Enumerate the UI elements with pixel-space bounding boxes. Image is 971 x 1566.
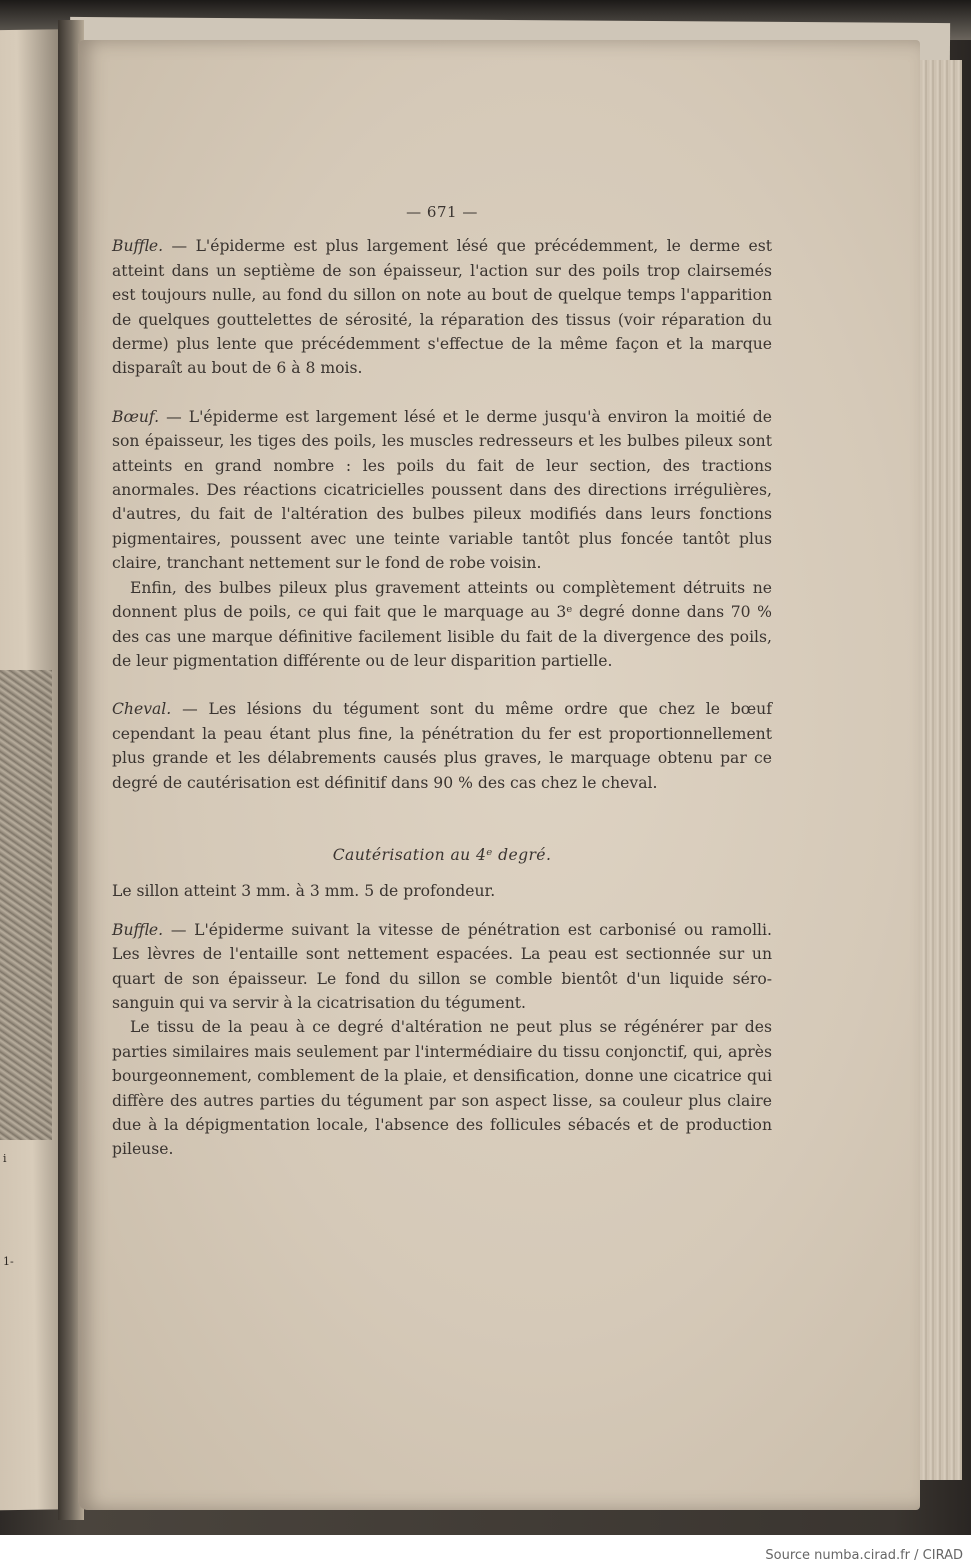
left-page-illustration	[0, 670, 52, 1140]
paragraph-intro-4: Le sillon atteint 3 mm. à 3 mm. 5 de profondeur.	[112, 882, 496, 901]
paragraph-buffle-4-continued: Le tissu de la peau à ce degré d'altération ne peut plus se régénérer par des parties similaires mais seulement par l'intermédiaire du tissu conjonctif, qui, après bourgeonnement, comblement de la plaie, et densification, donne une cicatrice qui diffère des autres parties du tégument par son aspect lisse, sa couleur plus claire due à la dépigmentation locale, l'absence des follicules sébacés et de production pileuse.	[112, 1018, 772, 1159]
margin-mark: 1-	[3, 1255, 14, 1268]
paragraph-lead: Bœuf.	[112, 407, 160, 426]
source-credit: Source numba.cirad.fr / CIRAD	[765, 1548, 963, 1563]
paragraph-body: — L'épiderme est plus largement lésé que précédemment, le derme est atteint dans un septième de son épaisseur, l'action sur des poils trop clairsemés est toujours nulle, au fond du sillon on note au bout de quelque temps l'apparition de quelques gouttelettes de sérosité, la réparation des tissus (voir réparation du derme) plus lente que précédemment s'effectue de la même façon et la marque disparaît au bout de 6 à 8 mois.	[112, 237, 772, 378]
section-heading: Cautérisation au 4ᵉ degré.	[332, 845, 552, 864]
paragraph-body: — L'épiderme est largement lésé et le derme jusqu'à environ la moitié de son épaisseur, les tiges des poils, les muscles redresseurs et les bulbes pileux sont atteints en grand nombre : les poils du fait de leur section, des tractions anormales. Des réactions cicatricielles poussent dans des directions irrégulières, d'autres, du fait de l'altération des bulbes pileux modifiés dans leurs fonctions pigmentaires, poussent avec une teinte variable tantôt plus foncée tantôt plus claire, tranchant nettement sur le fond de robe voisin.	[112, 407, 772, 573]
paragraph-lead: Cheval.	[112, 700, 172, 719]
page-text	[112, 200, 772, 1162]
paragraph-cheval-3	[112, 697, 772, 795]
margin-mark: i	[3, 1152, 7, 1165]
paragraph-lead: Buffle.	[112, 920, 164, 939]
paragraph-boeuf-3	[112, 405, 772, 576]
paragraph-body: — Les lésions du tégument sont du même ordre que chez le bœuf cependant la peau étant plus fine, la pénétration du fer est proportionnellement plus grande et les délabrements causés plus graves, le marquage obtenu par ce degré de cautérisation est définitif dans 90 % des cas chez le cheval.	[112, 700, 772, 792]
page-number: — 671 —	[406, 203, 478, 221]
paragraph-buffle-4	[112, 918, 772, 1016]
paragraph-boeuf-3-continued: Enfin, des bulbes pileux plus gravement atteints ou complètement détruits ne donnent plus de poils, ce qui fait que le marquage au 3ᵉ degré donne dans 70 % des cas une marque définitive facilement lisible du fait de la divergence des poils, de leur pigmentation différente ou de leur disparition partielle.	[112, 578, 772, 670]
paragraph-lead: Buffle.	[112, 237, 164, 256]
paragraph-buffle-3	[112, 234, 772, 380]
paragraph-body: — L'épiderme suivant la vitesse de pénétration est carbonisé ou ramolli. Les lèvres de l'entaille sont nettement espacées. La peau est sectionnée sur un quart de son épaisseur. Le fond du sillon se comble bientôt d'un liquide séro-sanguin qui va servir à la cicatrisation du tégument.	[112, 920, 772, 1012]
